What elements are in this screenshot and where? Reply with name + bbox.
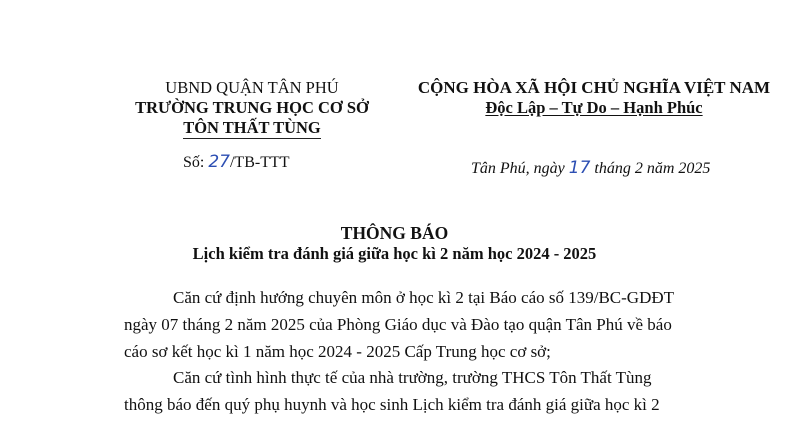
body-line: thông báo đến quý phụ huynh và học sinh Lịch kiểm tra đánh giá giữa học kì 2	[124, 395, 660, 414]
issue-date-suffix: tháng 2 năm 2025	[594, 160, 711, 177]
document-number	[183, 152, 290, 172]
notice-subtitle: Lịch kiểm tra đánh giá giữa học kì 2 năm học 2024 - 2025	[192, 244, 597, 263]
school-type: TRƯỜNG TRUNG HỌC CƠ SỞ	[135, 98, 369, 117]
document-number-suffix: /TB-TTT	[229, 154, 290, 171]
left-header-rule	[183, 138, 321, 139]
body-line: ngày 07 tháng 2 năm 2025 của Phòng Giáo dục và Đào tạo quận Tân Phú về báo	[124, 315, 672, 334]
national-motto	[408, 98, 780, 118]
national-header-block	[408, 78, 780, 118]
document-number-handwritten: 27	[208, 152, 230, 172]
district-name: UBND QUẬN TÂN PHÚ	[165, 78, 339, 97]
issuing-authority-block	[118, 78, 386, 138]
body-line: Căn cứ tình hình thực tế của nhà trường, trường THCS Tôn Thất Tùng	[173, 368, 652, 387]
document-number-prefix: Số:	[183, 154, 205, 171]
body-line: cáo sơ kết học kì 1 năm học 2024 - 2025 Cấp Trung học cơ sở;	[124, 342, 551, 361]
country-name: CỘNG HÒA XÃ HỘI CHỦ NGHĨA VIỆT NAM	[417, 78, 771, 97]
notice-title: THÔNG BÁO	[340, 223, 449, 243]
issue-date	[471, 158, 710, 178]
notice-title-block	[0, 222, 789, 264]
issue-date-prefix: Tân Phú, ngày	[471, 160, 565, 177]
body-line: Căn cứ định hướng chuyên môn ở học kì 2 tại Báo cáo số 139/BC-GDĐT	[173, 288, 675, 307]
school-name: TÔN THẤT TÙNG	[183, 118, 321, 137]
issue-date-day-handwritten: 17	[568, 158, 591, 178]
national-motto-text: Độc Lập – Tự Do – Hạnh Phúc	[485, 98, 703, 117]
